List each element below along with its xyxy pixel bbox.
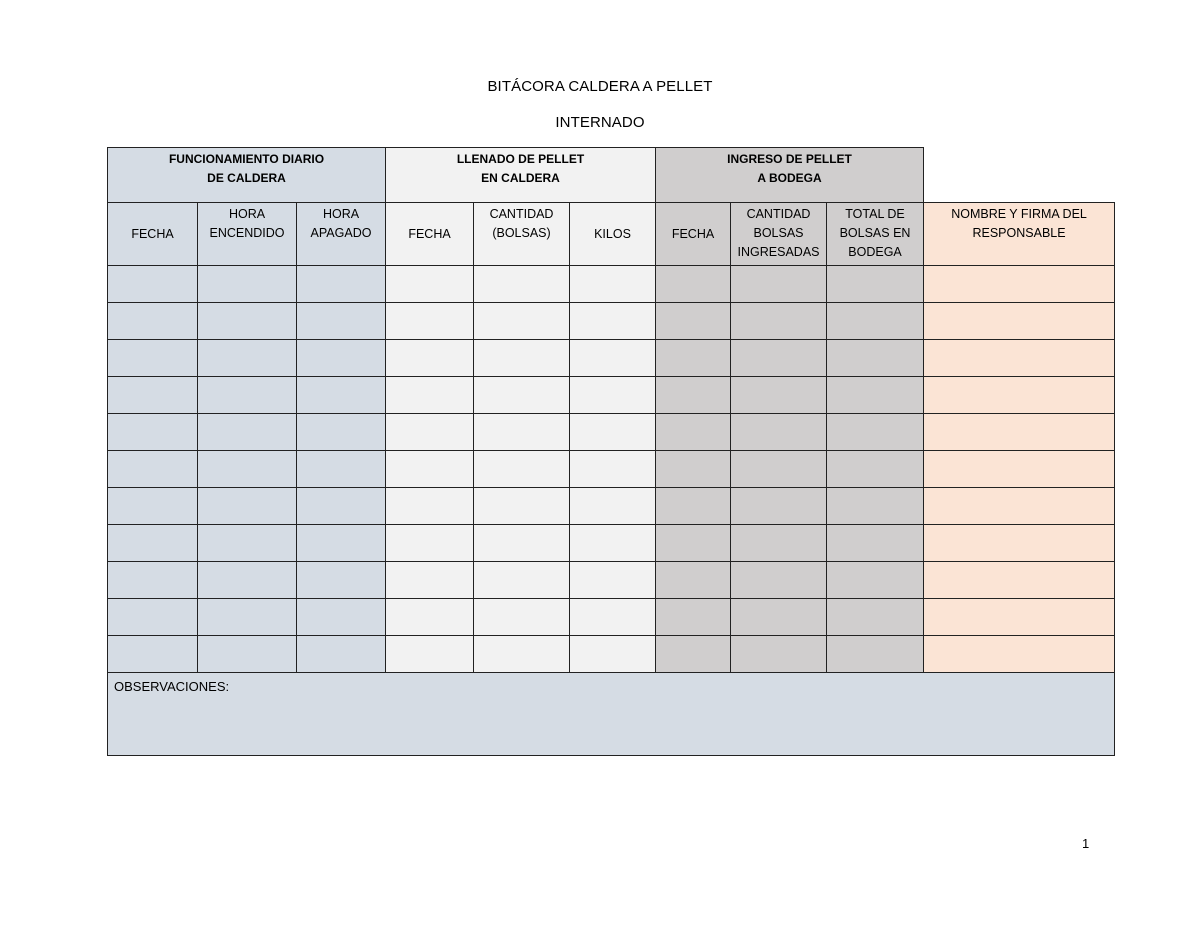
table-cell[interactable] [386, 525, 474, 562]
col-header-line: CANTIDAD [746, 207, 811, 221]
group-header-line: EN CALDERA [481, 171, 560, 185]
col-header-fecha-llenado [386, 203, 474, 266]
table-cell[interactable] [386, 451, 474, 488]
group-header-line: LLENADO DE PELLET [456, 152, 585, 166]
table-cell[interactable] [827, 414, 924, 451]
page-number: 1 [1082, 836, 1090, 851]
table-cell[interactable] [731, 525, 827, 562]
table-cell[interactable] [570, 377, 656, 414]
col-header-nombre-firma [924, 203, 1115, 266]
col-header-line: HORA [322, 207, 360, 221]
col-header-line: APAGADO [310, 226, 372, 240]
table-cell[interactable] [108, 562, 198, 599]
table-cell[interactable] [198, 414, 297, 451]
table-cell[interactable] [198, 303, 297, 340]
col-header-line: FECHA [408, 226, 451, 241]
table-cell[interactable] [731, 451, 827, 488]
col-header-total-bolsas-bodega [827, 203, 924, 266]
table-cell[interactable] [297, 451, 386, 488]
table-cell[interactable] [198, 636, 297, 673]
table-cell[interactable] [198, 599, 297, 636]
group-header-funcionamiento [108, 148, 386, 203]
table-cell[interactable] [924, 340, 1115, 377]
table-row [108, 340, 1115, 377]
col-header-line: KILOS [594, 226, 631, 241]
table-cell[interactable] [474, 377, 570, 414]
table-cell[interactable] [108, 488, 198, 525]
table-cell[interactable] [297, 562, 386, 599]
table-cell[interactable] [827, 451, 924, 488]
group-header-blank [924, 148, 1115, 203]
table-cell[interactable] [108, 377, 198, 414]
col-header-line: BOLSAS EN [839, 226, 911, 240]
table-cell[interactable] [924, 562, 1115, 599]
col-header-line: INGRESADAS [737, 245, 820, 259]
table-cell[interactable] [656, 525, 731, 562]
table-cell[interactable] [827, 525, 924, 562]
table-cell[interactable] [297, 599, 386, 636]
table-cell[interactable] [924, 377, 1115, 414]
col-header-line: FECHA [131, 226, 174, 241]
col-header-line: ENCENDIDO [209, 226, 285, 240]
table-cell[interactable] [386, 266, 474, 303]
table-cell[interactable] [108, 636, 198, 673]
table-cell[interactable] [570, 525, 656, 562]
col-header-line: CANTIDAD [489, 207, 554, 221]
group-header-line: A BODEGA [757, 171, 822, 185]
table-cell[interactable] [108, 340, 198, 377]
group-header-row [108, 148, 1115, 203]
table-cell[interactable] [924, 303, 1115, 340]
table-cell[interactable] [386, 340, 474, 377]
table-cell[interactable] [474, 303, 570, 340]
col-header-cantidad-bolsas-ingresadas [731, 203, 827, 266]
table-cell[interactable] [924, 525, 1115, 562]
table-row [108, 562, 1115, 599]
table-cell[interactable] [108, 525, 198, 562]
document-subtitle: INTERNADO [555, 114, 645, 131]
table-cell[interactable] [827, 266, 924, 303]
table-cell[interactable] [827, 340, 924, 377]
table-cell[interactable] [108, 266, 198, 303]
group-header-line: FUNCIONAMIENTO DIARIO [168, 152, 325, 166]
table-cell[interactable] [731, 303, 827, 340]
table-cell[interactable] [656, 414, 731, 451]
table-row [108, 266, 1115, 303]
table-cell[interactable] [656, 451, 731, 488]
data-rows-body [108, 266, 1115, 673]
table-row [108, 414, 1115, 451]
col-header-line: NOMBRE Y FIRMA DEL [951, 207, 1087, 221]
table-cell[interactable] [656, 340, 731, 377]
table-cell[interactable] [570, 303, 656, 340]
table-cell[interactable] [827, 636, 924, 673]
table-row [108, 377, 1115, 414]
table-cell[interactable] [386, 562, 474, 599]
table-cell[interactable] [108, 303, 198, 340]
table-cell[interactable] [198, 266, 297, 303]
table-cell[interactable] [924, 451, 1115, 488]
table-cell[interactable] [198, 377, 297, 414]
table-cell[interactable] [656, 303, 731, 340]
table-cell[interactable] [474, 636, 570, 673]
table-cell[interactable] [731, 266, 827, 303]
table-cell[interactable] [570, 414, 656, 451]
table-cell[interactable] [474, 562, 570, 599]
table-cell[interactable] [297, 340, 386, 377]
col-header-fecha-funcionamiento [108, 203, 198, 266]
table-row [108, 451, 1115, 488]
table-row [108, 525, 1115, 562]
table-cell[interactable] [731, 488, 827, 525]
table-cell[interactable] [827, 599, 924, 636]
table-cell[interactable] [731, 340, 827, 377]
table-cell[interactable] [656, 488, 731, 525]
table-cell[interactable] [297, 414, 386, 451]
table-cell[interactable] [386, 488, 474, 525]
col-header-hora-encendido [198, 203, 297, 266]
table-cell[interactable] [386, 599, 474, 636]
col-header-cantidad-bolsas [474, 203, 570, 266]
observations-label: OBSERVACIONES: [114, 679, 230, 694]
table-cell[interactable] [924, 636, 1115, 673]
table-cell[interactable] [731, 599, 827, 636]
observations-row [108, 673, 1115, 756]
table-cell[interactable] [297, 636, 386, 673]
table-cell[interactable] [656, 599, 731, 636]
table-cell[interactable] [297, 377, 386, 414]
column-header-row [108, 203, 1115, 266]
table-cell[interactable] [198, 340, 297, 377]
table-cell[interactable] [827, 562, 924, 599]
table-cell[interactable] [386, 303, 474, 340]
table-cell[interactable] [297, 488, 386, 525]
group-header-line: DE CALDERA [207, 171, 286, 185]
col-header-hora-apagado [297, 203, 386, 266]
table-cell[interactable] [474, 451, 570, 488]
table-cell[interactable] [474, 488, 570, 525]
col-header-line: HORA [228, 207, 266, 221]
table-cell[interactable] [570, 340, 656, 377]
table-cell[interactable] [474, 340, 570, 377]
col-header-line: TOTAL DE [845, 207, 905, 221]
table-cell[interactable] [386, 377, 474, 414]
table-cell[interactable] [827, 488, 924, 525]
group-header-ingreso [656, 148, 924, 203]
table-cell[interactable] [474, 266, 570, 303]
table-cell[interactable] [570, 451, 656, 488]
table-row [108, 303, 1115, 340]
table-cell[interactable] [108, 451, 198, 488]
table-cell[interactable] [108, 599, 198, 636]
col-header-fecha-ingreso [656, 203, 731, 266]
table-row [108, 488, 1115, 525]
table-cell[interactable] [297, 525, 386, 562]
table-cell[interactable] [827, 377, 924, 414]
table-cell[interactable] [474, 525, 570, 562]
col-header-line: FECHA [671, 226, 715, 241]
table-cell[interactable] [474, 599, 570, 636]
table-cell[interactable] [570, 636, 656, 673]
document-title: BITÁCORA CALDERA A PELLET [487, 78, 713, 95]
table-cell[interactable] [731, 562, 827, 599]
table-cell[interactable] [198, 525, 297, 562]
col-header-kilos [570, 203, 656, 266]
table-cell[interactable] [386, 636, 474, 673]
table-cell[interactable] [570, 562, 656, 599]
table-cell[interactable] [474, 414, 570, 451]
log-table [107, 147, 1115, 756]
group-header-line: INGRESO DE PELLET [727, 152, 852, 166]
table-cell[interactable] [731, 636, 827, 673]
table-cell[interactable] [656, 562, 731, 599]
table-cell[interactable] [297, 303, 386, 340]
table-cell[interactable] [924, 414, 1115, 451]
observations-cell[interactable] [108, 673, 1115, 756]
table-cell[interactable] [924, 599, 1115, 636]
col-header-line: (BOLSAS) [492, 226, 551, 240]
table-cell[interactable] [924, 488, 1115, 525]
table-cell[interactable] [656, 377, 731, 414]
table-cell[interactable] [731, 377, 827, 414]
col-header-line: BODEGA [848, 245, 902, 259]
table-cell[interactable] [198, 562, 297, 599]
col-header-line: BOLSAS [753, 226, 804, 240]
col-header-line: RESPONSABLE [972, 226, 1066, 240]
table-row [108, 636, 1115, 673]
table-cell[interactable] [108, 414, 198, 451]
table-row [108, 599, 1115, 636]
table-cell[interactable] [731, 414, 827, 451]
table-cell[interactable] [924, 266, 1115, 303]
group-header-llenado [386, 148, 656, 203]
table-cell[interactable] [570, 599, 656, 636]
table-cell[interactable] [198, 451, 297, 488]
table-cell[interactable] [656, 266, 731, 303]
table-cell[interactable] [656, 636, 731, 673]
table-cell[interactable] [297, 266, 386, 303]
table-cell[interactable] [827, 303, 924, 340]
table-cell[interactable] [570, 266, 656, 303]
table-cell[interactable] [386, 414, 474, 451]
table-cell[interactable] [198, 488, 297, 525]
table-cell[interactable] [570, 488, 656, 525]
